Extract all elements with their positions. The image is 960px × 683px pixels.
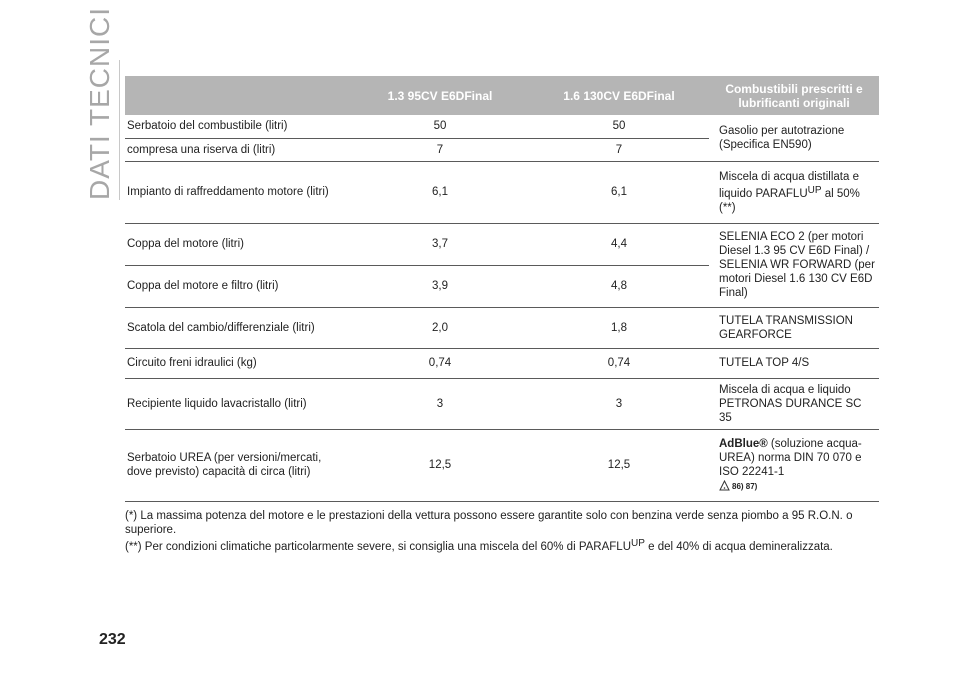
table-header-row [125,76,879,115]
value-1-6: 4,4 [529,223,709,265]
footnote-2-text: (**) Per condizioni climatiche particolarmente severe, si consiglia una miscela del 60% di PARAFLU [125,541,632,553]
row-label: Recipiente liquido lavacristallo (litri) [125,378,351,429]
value-1-6: 1,8 [529,307,709,348]
value-1-3: 12,5 [351,429,529,501]
fluid-coolant [709,161,879,223]
adblue-text: (soluzione acqua-UREA) norma DIN 70 070 e ISO 22241-1 [719,437,862,478]
table-row [125,307,879,348]
table-row [125,223,879,265]
value-1-3: 7 [351,138,529,161]
row-label: Impianto di raffreddamento motore (litri) [125,161,351,223]
row-label: Serbatoio del combustibile (litri) [125,115,351,138]
capacities-table [125,76,879,502]
fluid-engine-oil: SELENIA ECO 2 (per motori Diesel 1.3 95 CV E6D Final) / SELENIA WR FORWARD (per motori Diesel 1.6 130 CV E6D Final) [709,223,879,307]
fluid-brakes: TUTELA TOP 4/S [709,348,879,378]
fluid-adblue [709,429,879,501]
footnote-2-text-end: e del 40% di acqua demineralizzata. [644,541,833,553]
value-1-6: 6,1 [529,161,709,223]
value-1-6: 12,5 [529,429,709,501]
header-engine-1-3: 1.3 95CV E6DFinal [351,76,529,115]
value-1-3: 3,7 [351,223,529,265]
row-label: Circuito freni idraulici (kg) [125,348,351,378]
value-1-3: 6,1 [351,161,529,223]
warning-ref-icon [719,480,730,491]
row-label: Coppa del motore e filtro (litri) [125,265,351,307]
value-1-6: 50 [529,115,709,138]
table-row [125,115,879,138]
side-divider [119,60,120,200]
coolant-text-end: al 50% (**) [719,187,860,214]
value-1-6: 4,8 [529,265,709,307]
row-label: Scatola del cambio/differenziale (litri) [125,307,351,348]
value-1-3: 2,0 [351,307,529,348]
adblue-refs: 86) 87) [732,481,758,491]
header-fluids: Combustibili prescritti e lubrificanti originali [709,76,879,115]
page-number: 232 [99,631,126,648]
value-1-6: 0,74 [529,348,709,378]
chapter-title-text: DATI TECNICI [84,7,115,200]
fluid-washer: Miscela di acqua e liquido PETRONAS DURANCE SC 35 [709,378,879,429]
coolant-text: Miscela di acqua distillata e liquido PARAFLU [719,170,859,200]
fluid-gearbox: TUTELA TRANSMISSION GEARFORCE [709,307,879,348]
chapter-side-title [84,7,115,200]
header-engine-1-6: 1.6 130CV E6DFinal [529,76,709,115]
value-1-3: 50 [351,115,529,138]
table-row [125,378,879,429]
table-row [125,348,879,378]
row-label: Coppa del motore (litri) [125,223,351,265]
value-1-3: 3,9 [351,265,529,307]
value-1-6: 3 [529,378,709,429]
table-row [125,161,879,223]
adblue-brand: AdBlue® [719,437,768,450]
footnote-2 [125,537,879,554]
value-1-6: 7 [529,138,709,161]
paraflu-superscript: UP [807,184,822,196]
header-empty-cell [125,76,351,115]
value-1-3: 0,74 [351,348,529,378]
fluid-fuel: Gasolio per autotrazione (Specifica EN590) [709,115,879,161]
footnotes [125,509,879,554]
table-row [125,429,879,501]
footnote-1: (*) La massima potenza del motore e le prestazioni della vettura possono essere garantite solo con benzina verde senza piombo a 95 R.O.N. o superiore. [125,510,853,536]
row-label: compresa una riserva di (litri) [125,138,351,161]
value-1-3: 3 [351,378,529,429]
row-label: Serbatoio UREA (per versioni/mercati, dove previsto) capacità di circa (litri) [125,429,351,501]
footnote-paraflu-superscript: UP [631,538,645,549]
